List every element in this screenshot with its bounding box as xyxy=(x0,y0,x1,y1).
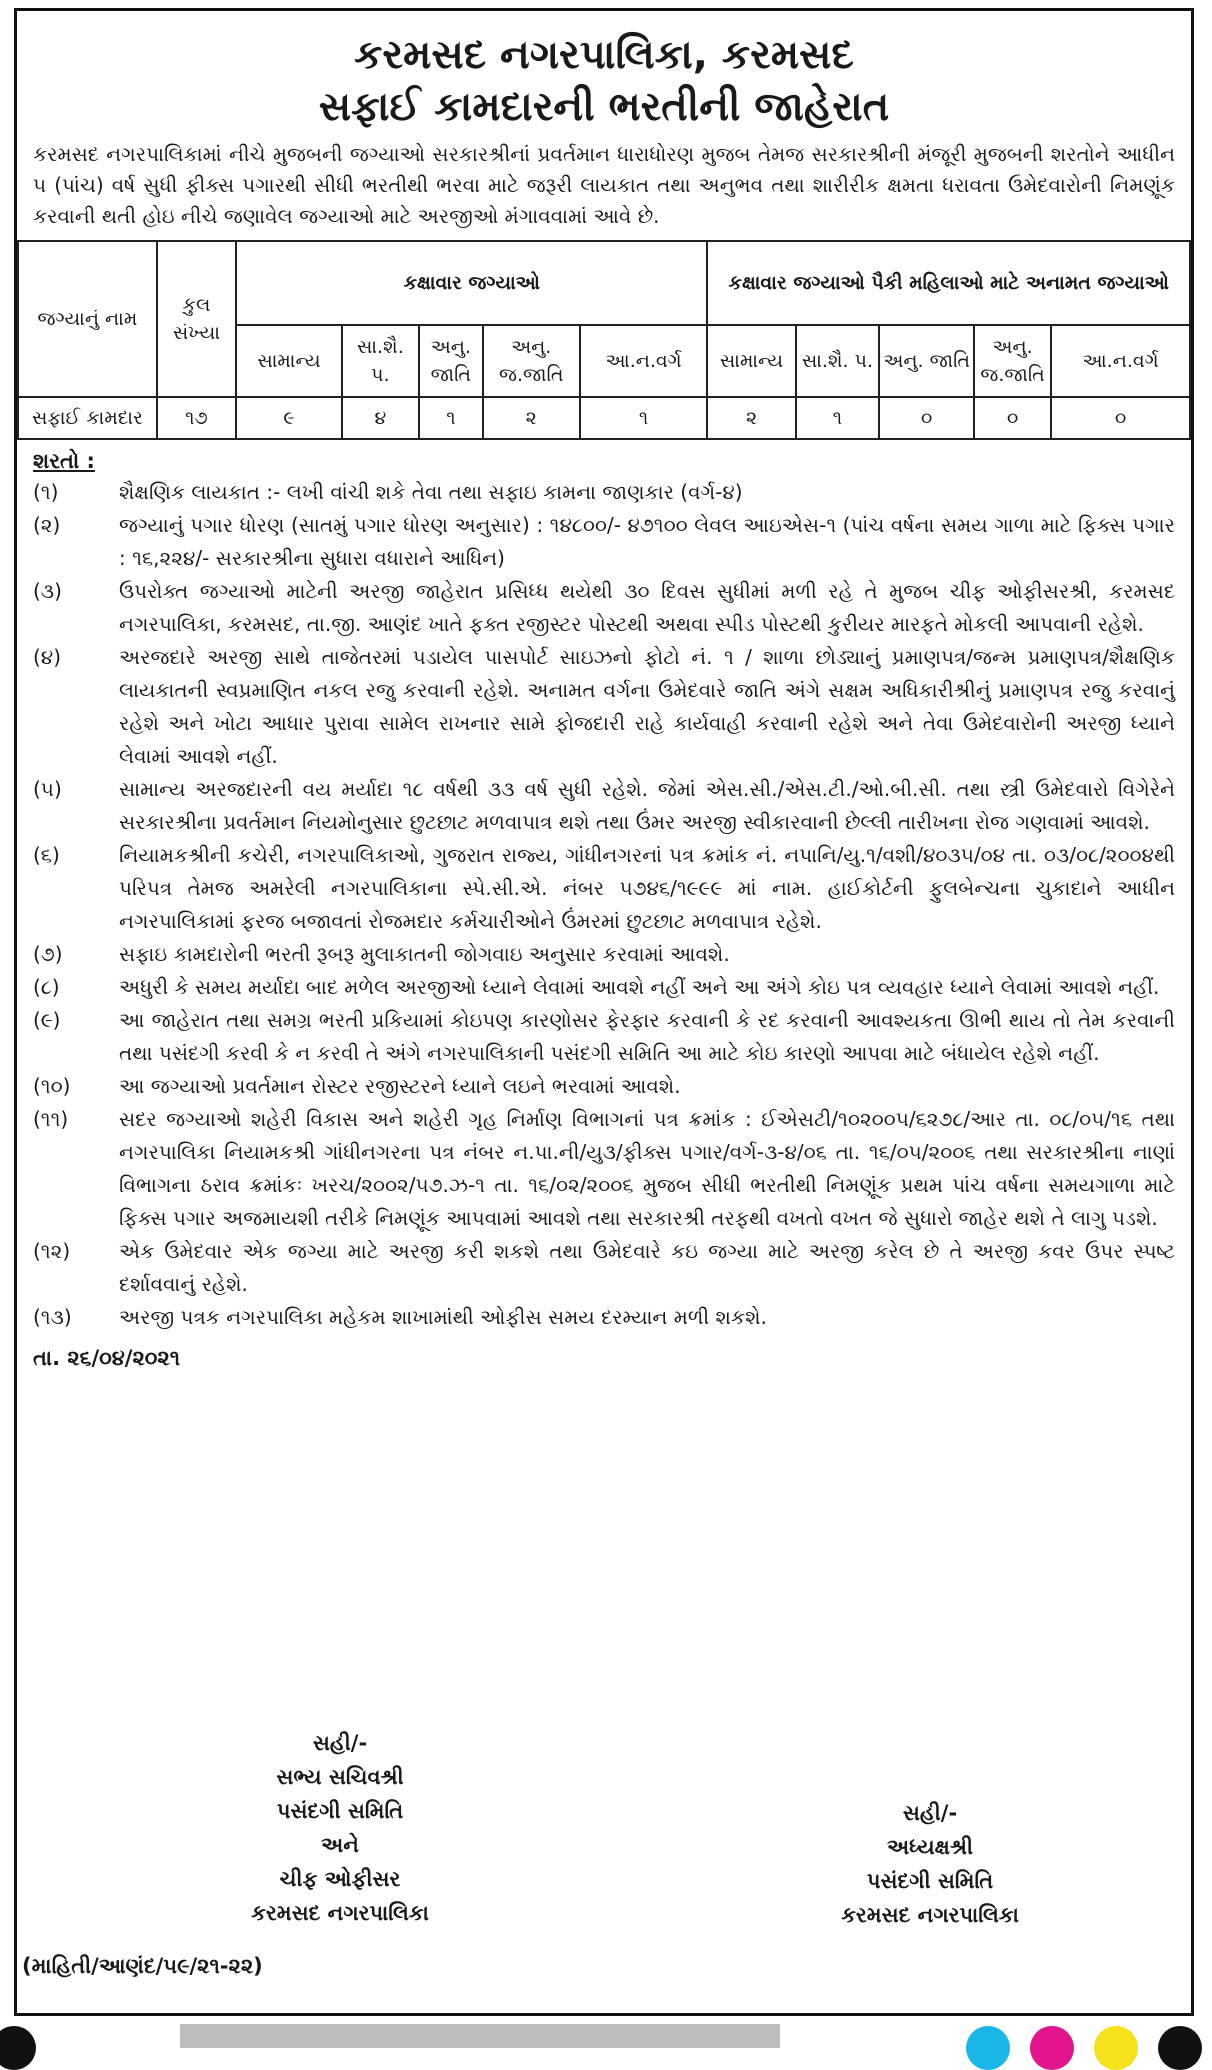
term-item xyxy=(33,509,1175,575)
term-text: સામાન્ય અરજદારની વય મર્યાદા ૧૮ વર્ષથી ૩૩ વર્ષ સુધી રહેશે. જેમાં એસ.સી./એસ.ટી./ઓ.બી.સી. તથા સ્ત્રી ઉમેદવારો વિગેરેને સરકારશ્રીના પ્રવર્તમાન નિયમોનુસાર છુટછાટ મળવાપાત્ર થશે તથા ઉંમર અરજી સ્વીકારવાની છેલ્લી તારીખના રોજ ગણવામાં આવશે. xyxy=(119,777,1175,834)
signature-line: પસંદગી સમિતિ xyxy=(866,1869,994,1893)
term-item xyxy=(33,773,1175,839)
term-item xyxy=(33,476,1175,509)
cell-ews-women: ૦ xyxy=(1051,397,1190,439)
table-row xyxy=(18,397,1190,439)
term-text: આ જગ્યાઓ પ્રવર્તમાન રોસ્ટર રજીસ્ટરને ધ્યાને લઇને ભરવામાં આવશે. xyxy=(119,1074,681,1098)
cell-st-women: ૦ xyxy=(974,397,1051,439)
term-number: (૨) xyxy=(33,513,61,537)
cell-sc-women: ૦ xyxy=(879,397,974,439)
advertisement-frame xyxy=(14,8,1194,2016)
subheader-st: અનુ. જ.જાતિ xyxy=(483,325,580,397)
header-post-name: જગ્યાનું નામ xyxy=(18,241,157,397)
term-number: (૧) xyxy=(33,480,59,504)
term-text: નિયામકશ્રીની કચેરી, નગરપાલિકાઓ, ગુજરાત રાજ્ય, ગાંધીનગરનાં પત્ર ક્રમાંક નં. નપાનિ/યુ.૧/વશી/૪૦૩૫/૦૪ તા. ૦૩/૦૮/૨૦૦૪થી પરિપત્ર તેમજ અમરેલી નગરપાલિકાના સ્પે.સી.એ. નંબર ૫૭૪૬/૧૯૯૯ માં નામ. હાઈકોર્ટની ફુલબેન્ચના ચુકાદાને આધીન નગરપાલિકામાં ફરજ બજાવતાં રોજમદાર કર્મચારીઓને ઉંમરમાં છુટછાટ મળવાપાત્ર રહેશે. xyxy=(119,843,1175,933)
term-item xyxy=(33,1103,1175,1235)
cell-ews: ૧ xyxy=(580,397,708,439)
signature-line: સહી/- xyxy=(902,1801,958,1825)
cell-st: ૨ xyxy=(483,397,580,439)
header-group-2: કક્ષાવાર જગ્યાઓ પૈકી મહિલાઓ માટે અનામત જગ્યાઓ xyxy=(707,241,1190,325)
term-text: સફાઇ કામદારોની ભરતી રૂબરૂ મુલાકાતની જોગવાઇ અનુસાર કરવામાં આવશે. xyxy=(119,942,730,966)
term-number: (૧૨) xyxy=(33,1239,71,1263)
term-number: (૫) xyxy=(33,777,62,801)
issue-date: તા. ૨૬/૦૪/૨૦૨૧ xyxy=(33,1346,181,1370)
subheader-ews: આ.ન.વર્ગ xyxy=(580,325,708,397)
color-mark-yellow xyxy=(1094,2026,1138,2070)
cell-general-women: ૨ xyxy=(707,397,795,439)
signature-block-chairman xyxy=(780,1796,1080,1932)
signature-line: સહી/- xyxy=(312,1731,368,1755)
term-text: એક ઉમેદવાર એક જગ્યા માટે અરજી કરી શકશે તથા ઉમેદવારે કઇ જગ્યા માટે અરજી કરેલ છે તે અરજી કવર ઉપર સ્પષ્ટ દર્શાવવાનું રહેશે. xyxy=(119,1239,1175,1296)
term-item xyxy=(33,938,1175,971)
term-number: (૧૦) xyxy=(33,1074,71,1098)
page-title: કરમસદ નગરપાલિકા, કરમસદ xyxy=(354,32,854,78)
cell-post-name: સફાઈ કામદાર xyxy=(18,397,157,439)
signature-line: અને xyxy=(321,1833,359,1857)
registration-mark-black xyxy=(0,2026,36,2070)
subheader-st-women: અનુ. જ.જાતિ xyxy=(974,325,1051,397)
term-text: સદર જગ્યાઓ શહેરી વિકાસ અને શહેરી ગૃહ નિર્માણ વિભાગનાં પત્ર ક્રમાંક : ઈએસટી/૧૦૨૦૦૫/૬૨૭૮/આર તા. ૦૮/૦૫/૧૬ તથા નગરપાલિકા નિયામકશ્રી ગાંધીનગરના પત્ર નંબર ન.પા.ની/યુ૩/ફીક્સ પગાર/વર્ગ-૩-૪/૦૬ તા. ૧૬/૦૫/૨૦૦૬ તથા સરકારશ્રીના નાણાં વિભાગના ઠરાવ ક્રમાંકઃ ખરચ/૨૦૦૨/૫૭.ઝ-૧ તા. ૧૬/૦૨/૨૦૦૬ મુજબ સીધી ભરતીથી નિમણૂંક પ્રથમ પાંચ વર્ષના સમયગાળા માટે ફિક્સ પગાર અજમાયશી તરીકે નિમણૂંક આપવામાં આવશે તથા સરકારશ્રી તરફથી વખતો વખત જે સુધારો જાહેર થશે તે લાગુ પડશે. xyxy=(119,1107,1175,1230)
term-text: જગ્યાનું પગાર ધોરણ (સાતમું પગાર ધોરણ અનુસાર) : ૧૪૮૦૦/- ૪૭૧૦૦ લેવલ આઇએસ-૧ (પાંચ વર્ષના સમય ગાળા માટે ફિક્સ પગાર : ૧૬,૨૨૪/- સરકારશ્રીના સુધારા વધારાને આધિન) xyxy=(119,513,1175,570)
term-item xyxy=(33,641,1175,773)
subheader-ews-women: આ.ન.વર્ગ xyxy=(1051,325,1190,397)
term-text: અરજી પત્રક નગરપાલિકા મહેકમ શાખામાંથી ઓફીસ સમય દરમ્યાન મળી શકશે. xyxy=(119,1305,767,1329)
term-number: (૯) xyxy=(33,1008,61,1032)
signature-line: સભ્ય સચિવશ્રી xyxy=(276,1765,404,1789)
term-number: (૩) xyxy=(33,579,62,603)
term-text: શૈક્ષણિક લાયકાત :- લખી વાંચી શકે તેવા તથા સફાઇ કામના જાણકાર (વર્ગ-૪) xyxy=(119,480,743,504)
term-number: (૮) xyxy=(33,975,60,999)
cell-sebc-women: ૧ xyxy=(796,397,880,439)
cell-total: ૧૭ xyxy=(157,397,236,439)
term-item xyxy=(33,1301,1175,1334)
signature-block-secretary xyxy=(190,1726,490,1930)
term-number: (૪) xyxy=(33,645,62,669)
term-item xyxy=(33,1235,1175,1301)
header-total: કુલ સંખ્યા xyxy=(157,241,236,397)
signature-line: પસંદગી સમિતિ xyxy=(276,1799,404,1823)
subheader-sebc: સા.શૈ. પ. xyxy=(342,325,419,397)
subheader-sc: અનુ. જાતિ xyxy=(419,325,483,397)
term-text: અરજદારે અરજી સાથે તાજેતરમાં પડાયેલ પાસપોર્ટ સાઇઝનો ફોટો નં. ૧ / શાળા છોડ્યાનું પ્રમાણપત્ર/જન્મ પ્રમાણપત્ર/શૈક્ષણિક લાયકાતની સ્વપ્રમાણિત નકલ રજુ કરવાની રહેશે. અનામત વર્ગના ઉમેદવારે જાતિ અંગે સક્ષમ અધિકારીશ્રીનું પ્રમાણપત્ર રજુ કરવાનું રહેશે અને ખોટા આધાર પુરાવા સામેલ રાખનાર સામે ફોજદારી રાહે કાર્યવાહી કરવાની રહેશે અને તેવા ઉમેદવારોની અરજી ધ્યાને લેવામાં આવશે નહીં. xyxy=(119,645,1175,768)
term-text: ઉપરોક્ત જગ્યાઓ માટેની અરજી જાહેરાત પ્રસિધ્ધ થયેથી ૩૦ દિવસ સુધીમાં મળી રહે તે મુજબ ચીફ ઓફીસરશ્રી, કરમસદ નગરપાલિકા, કરમસદ, તા.જી. આણંદ ખાતે ફક્ત રજીસ્ટર પોસ્ટથી અથવા સ્પીડ પોસ્ટથી કુરીયર મારફતે મોકલી આપવાની રહેશે. xyxy=(119,579,1175,636)
reference-number: (માહિતી/આણંદ/૫૯/૨૧-૨૨) xyxy=(22,1954,263,1978)
term-number: (૬) xyxy=(33,843,60,867)
term-number: (૧૧) xyxy=(33,1107,69,1131)
subheader-sc-women: અનુ. જાતિ xyxy=(879,325,974,397)
signature-line: ચીફ ઓફીસર xyxy=(279,1867,401,1891)
color-mark-magenta xyxy=(1030,2026,1074,2070)
term-number: (૭) xyxy=(33,942,63,966)
header-group-1: કક્ષાવાર જગ્યાઓ xyxy=(236,241,707,325)
term-number: (૧૩) xyxy=(33,1305,72,1329)
gray-print-strip xyxy=(180,2024,780,2048)
intro-paragraph: કરમસદ નગરપાલિકામાં નીચે મુજબની જગ્યાઓ સરકારશ્રીનાં પ્રવર્તમાન ધારાધોરણ મુજબ તેમજ સરકારશ્રીની મંજૂરી મુજબની શરતોને આધીન ૫ (પાંચ) વર્ષ સુધી ફીક્સ પગારથી સીધી ભરતીથી ભરવા માટે જરૂરી લાયકાત તથા અનુભવ તથા શારીરીક ક્ષમતા ધરાવતા ઉમેદવારોની નિમણૂંક કરવાની થતી હોઇ નીચે જણાવેલ જગ્યાઓ માટે અરજીઓ મંગાવવામાં આવે છે. xyxy=(33,142,1175,228)
term-item xyxy=(33,971,1175,1004)
terms-heading: શરતો : xyxy=(33,449,95,473)
cell-sc: ૧ xyxy=(419,397,483,439)
term-item xyxy=(33,575,1175,641)
subheader-general-women: સામાન્ય xyxy=(707,325,795,397)
signature-line: કરમસદ નગરપાલિકા xyxy=(251,1901,429,1925)
page-subtitle: સફાઈ કામદારની ભરતીની જાહેરાત xyxy=(318,84,890,130)
cell-sebc: ૪ xyxy=(342,397,419,439)
color-mark-black xyxy=(1158,2026,1202,2070)
subheader-sebc-women: સા.શૈ. પ. xyxy=(796,325,880,397)
signature-line: કરમસદ નગરપાલિકા xyxy=(841,1903,1019,1927)
subheader-general: સામાન્ય xyxy=(236,325,342,397)
term-text: અધુરી કે સમય મર્યાદા બાદ મળેલ અરજીઓ ધ્યાને લેવામાં આવશે નહીં અને આ અંગે કોઇ પત્ર વ્યવહાર ધ્યાને લેવામાં આવશે નહીં. xyxy=(119,975,1160,999)
cell-general: ૯ xyxy=(236,397,342,439)
term-item xyxy=(33,1004,1175,1070)
color-mark-cyan xyxy=(966,2026,1010,2070)
term-text: આ જાહેરાત તથા સમગ્ર ભરતી પ્રકિયામાં કોઇપણ કારણોસર ફેરફાર કરવાની કે રદ કરવાની આવશ્યકતા ઊભી થાય તો તેમ કરવાની તથા પસંદગી કરવી કે ન કરવી તે અંગે નગરપાલિકાની પસંદગી સમિતિ આ માટે કોઇ કારણો આપવા માટે બંધાયેલ રહેશે નહીં. xyxy=(119,1008,1175,1065)
term-item xyxy=(33,1070,1175,1103)
term-item xyxy=(33,839,1175,938)
signature-line: અધ્યક્ષશ્રી xyxy=(886,1835,974,1859)
posts-table xyxy=(17,240,1191,440)
